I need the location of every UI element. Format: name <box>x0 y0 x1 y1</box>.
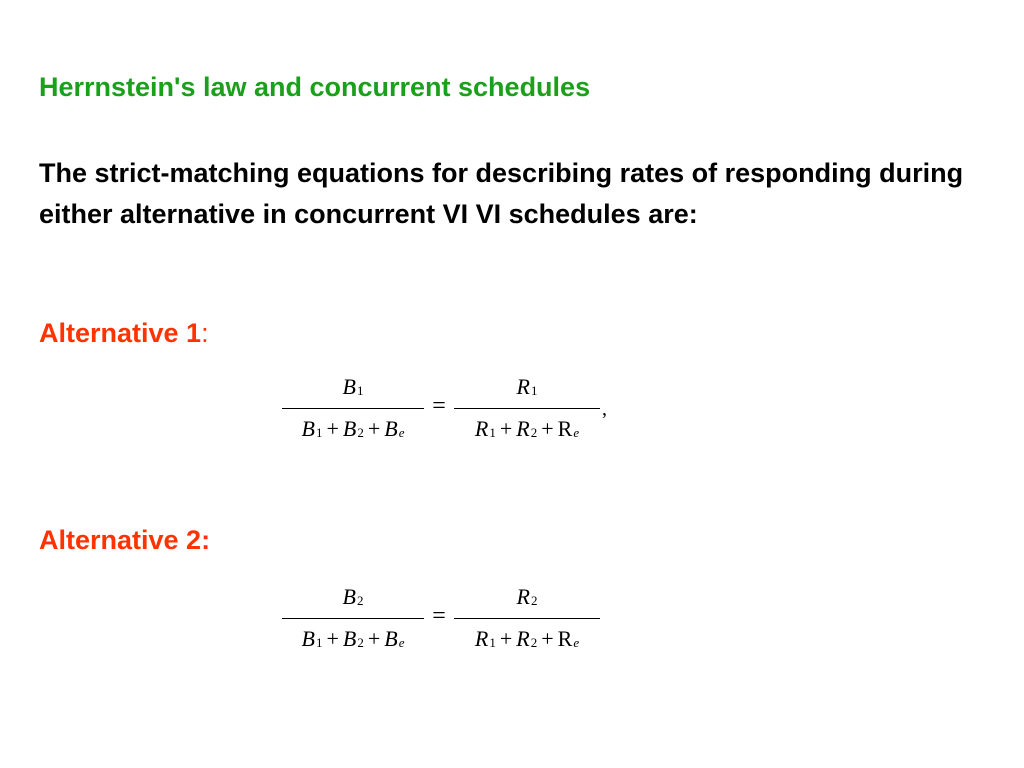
equation-2-equals-sign: = <box>432 603 446 629</box>
equation-2-right-numerator: R2 <box>516 584 538 609</box>
alternative-2-label: Alternative 2: <box>39 525 211 555</box>
equation-1-left-fraction <box>282 372 424 452</box>
equation-1-trailing-comma: , <box>602 398 607 420</box>
equation-2-left-fraction <box>282 582 424 662</box>
equation-1-equals-sign: = <box>432 393 446 419</box>
equation-2-right-denominator: R1 + R2 + Re <box>474 626 580 651</box>
equation-2-left-numerator: B2 <box>342 584 364 609</box>
equation-2-left-fraction-bar <box>282 618 424 619</box>
equation-1-left-fraction-bar <box>282 408 424 409</box>
alternative-1-label-colon: : <box>201 318 209 348</box>
equation-1-right-numerator: R1 <box>516 374 538 399</box>
alternative-1-label <box>39 318 209 349</box>
intro-paragraph: The strict-matching equations for describing rates of responding during either alternative in concurrent VI VI schedules are: <box>39 158 964 229</box>
equation-1-left-denominator: B1 + B2 + Be <box>301 416 405 441</box>
equation-2-left-denominator: B1 + B2 + Be <box>301 626 405 651</box>
equation-1-right-fraction-bar <box>454 408 600 409</box>
alternative-1-label-text: Alternative 1 <box>39 318 202 348</box>
slide-title: Herrnstein's law and concurrent schedules <box>39 72 591 102</box>
equation-2-right-fraction <box>454 582 600 662</box>
equation-2-right-fraction-bar <box>454 618 600 619</box>
equation-1-right-denominator: R1 + R2 + Re <box>474 416 580 441</box>
equation-1-left-numerator: B1 <box>342 374 364 399</box>
equation-1-right-fraction <box>454 372 600 452</box>
